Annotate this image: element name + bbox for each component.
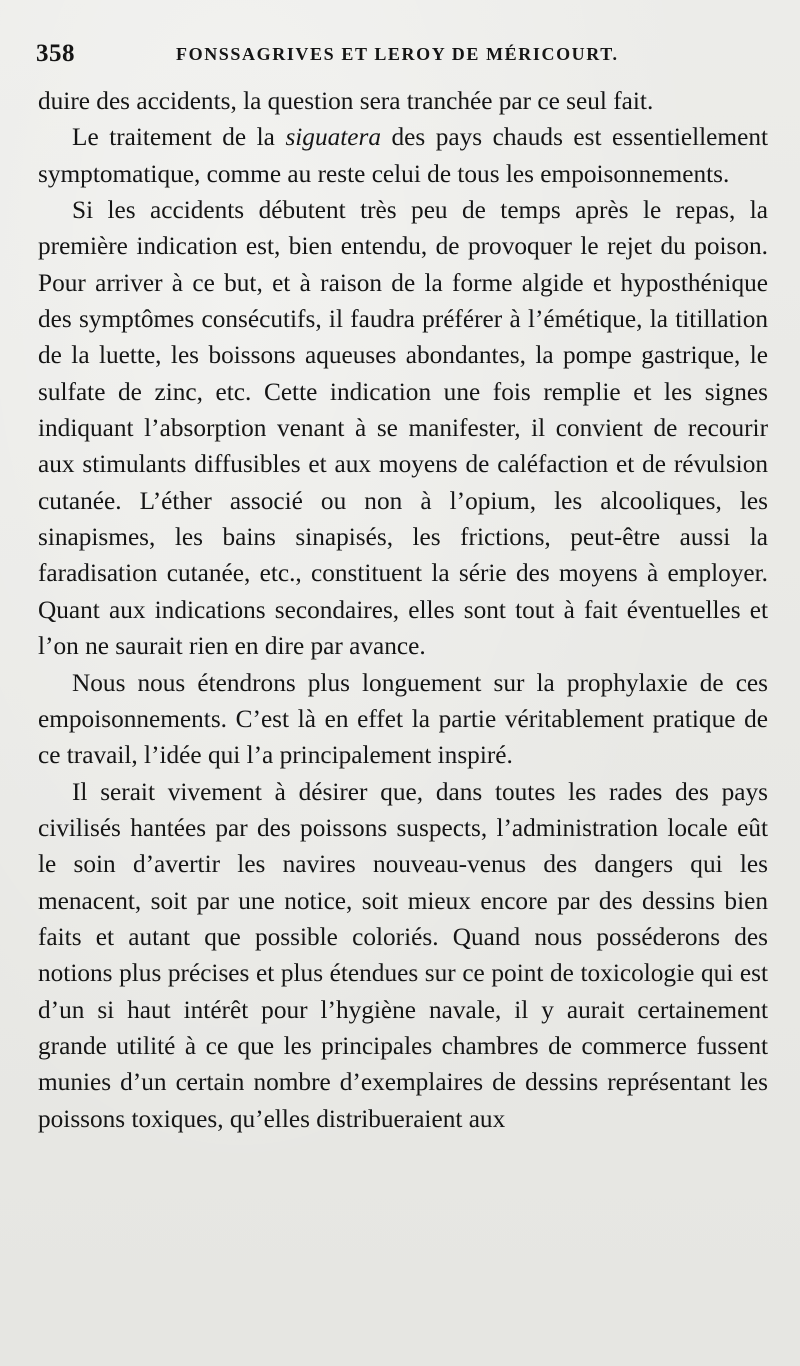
paragraph-text: Le traitement de la [72, 123, 286, 152]
running-head: FONSSAGRIVES ET LEROY DE MÉRICOURT. [176, 44, 619, 64]
paragraph-prophylaxis: Nous nous étendrons plus longuement sur la prophylaxie de ces empoisonnements. C’est là en effet la partie véritablement pratique de ce travail, l’idée qui l’a principalement inspiré. [38, 668, 768, 770]
italic-term-siguatera: siguatera [285, 123, 382, 152]
page-number: 358 [36, 40, 75, 67]
paragraph-continuation: duire des accidents, la question sera tranchée par ce seul fait. [38, 87, 654, 115]
body-text [38, 83, 768, 1137]
paragraph-administration: Il serait vivement à désirer que, dans toutes les rades des pays civilisés hantées par des poissons suspects, l’administration locale eût le soin d’avertir les navires nouveau-venus des dangers qui les menacent, soit par une notice, soit mieux encore par des dessins bien faits et autant que possible coloriés. Quand nous posséderons des notions plus précises et plus étendues sur ce point de toxicologie qui est d’un si haut intérêt pour l’hygiène navale, il y aurait certainement grande utilité à ce que les principales chambres de commerce fussent munies d’un certain nombre d’exemplaires de dessins représentant les poissons toxiques, qu’elles distribueraient aux [38, 777, 768, 1133]
page-header [36, 40, 770, 74]
paragraph-siguatera-treatment [38, 119, 768, 192]
paragraph-first-indications: Si les accidents débutent très peu de temps après le repas, la première indication est, bien entendu, de provoquer le rejet du poison. Pour arriver à ce but, et à raison de la forme algide et hyposthénique des symptômes consécutifs, il faudra préférer à l’émétique, la titillation de la luette, les boissons aqueuses abondantes, la pompe gastrique, le sulfate de zinc, etc. Cette indication une fois remplie et les signes indiquant l’absorption venant à se manifester, il convient de recourir aux stimulants diffusibles et aux moyens de caléfaction et de révulsion cutanée. L’éther associé ou non à l’opium, les alcooliques, les sinapismes, les bains sinapisés, les frictions, peut-être aussi la faradisation cutanée, etc., constituent la série des moyens à employer. Quant aux indications secondaires, elles sont tout à fait éventuelles et l’on ne saurait rien en dire par avance. [38, 196, 768, 661]
paragraph-text: des pays chauds est essentiellement symptomatique, comme au reste celui de tous les empoisonnements. [38, 123, 768, 188]
